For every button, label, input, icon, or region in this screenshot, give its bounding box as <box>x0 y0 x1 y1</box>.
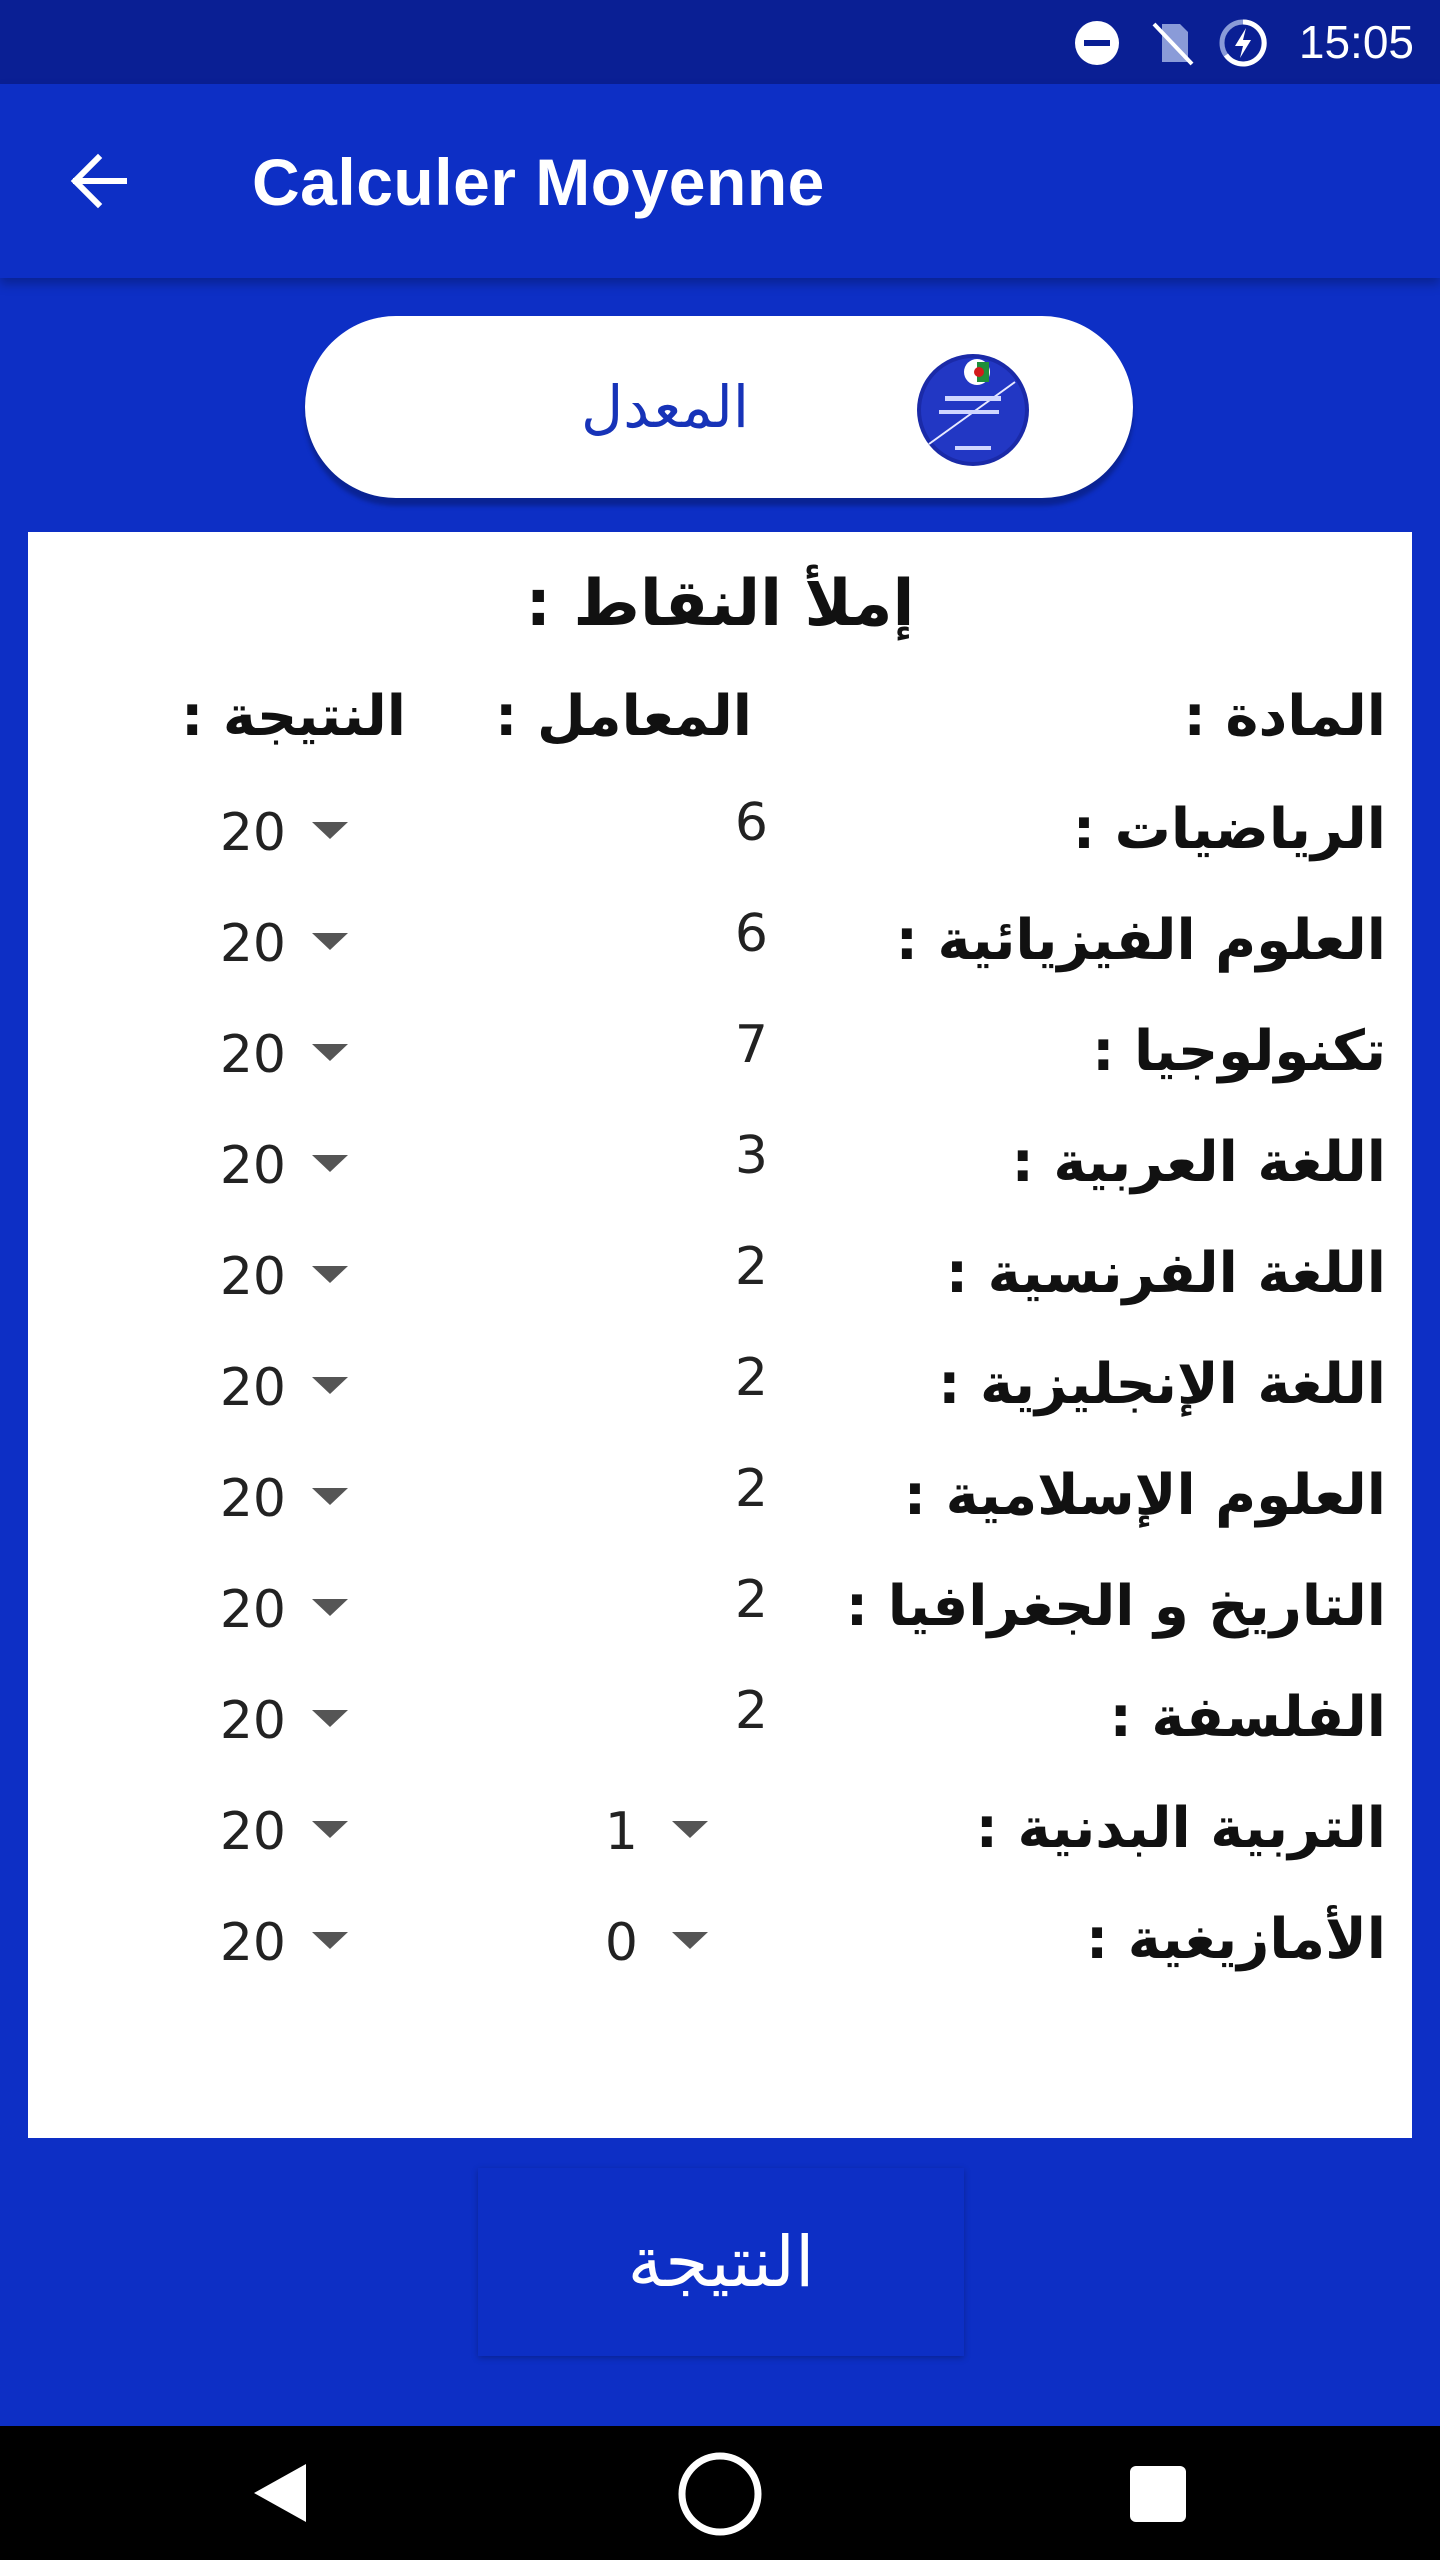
chevron-down-icon <box>312 933 348 950</box>
chevron-down-icon <box>312 1710 348 1727</box>
score-value: 20 <box>219 914 286 974</box>
chevron-down-icon <box>312 822 348 839</box>
subject-label: التاريخ و الجغرافيا : <box>845 1574 1386 1639</box>
app-logo-icon <box>915 352 1031 468</box>
subject-label: اللغة العربية : <box>1011 1130 1386 1195</box>
score-dropdown[interactable] <box>198 1904 368 1984</box>
chevron-down-icon <box>312 1266 348 1283</box>
subject-label: اللغة الفرنسية : <box>945 1241 1386 1306</box>
subject-row <box>28 1226 1412 1336</box>
score-value: 20 <box>219 1691 286 1751</box>
score-dropdown[interactable] <box>198 1460 368 1540</box>
chevron-down-icon <box>312 1821 348 1838</box>
chevron-down-icon <box>672 1932 708 1949</box>
score-value: 20 <box>219 1802 286 1862</box>
card-title: إملأ النقاط : <box>525 567 915 641</box>
do-not-disturb-icon <box>1072 18 1122 68</box>
subject-row <box>28 1559 1412 1669</box>
subject-row <box>28 1115 1412 1225</box>
status-time: 15:05 <box>1298 16 1414 68</box>
chevron-down-icon <box>312 1155 348 1172</box>
status-bar <box>0 0 1440 84</box>
score-value: 20 <box>219 1025 286 1085</box>
header-subject: المادة : <box>1183 684 1386 749</box>
coefficient-value: 0 <box>604 1913 638 1973</box>
coefficient-value: 6 <box>734 793 768 853</box>
score-dropdown[interactable] <box>198 1127 368 1207</box>
grades-card <box>28 532 1412 2138</box>
home-circle-icon[interactable] <box>676 2450 764 2538</box>
coefficient-value: 3 <box>734 1126 768 1186</box>
subject-row <box>28 893 1412 1003</box>
score-dropdown[interactable] <box>198 1016 368 1096</box>
score-value: 20 <box>219 1580 286 1640</box>
header-coefficient: المعامل : <box>495 684 752 749</box>
coefficient-value: 6 <box>734 904 768 964</box>
score-dropdown[interactable] <box>198 1349 368 1429</box>
subject-label: الفلسفة : <box>1109 1685 1386 1750</box>
score-value: 20 <box>219 1358 286 1418</box>
subject-label: اللغة الإنجليزية : <box>938 1352 1386 1417</box>
subject-row <box>28 1892 1412 2002</box>
score-dropdown[interactable] <box>198 794 368 874</box>
recents-square-icon[interactable] <box>1130 2466 1186 2522</box>
page-title: Calculer Moyenne <box>252 145 825 219</box>
coefficient-value: 2 <box>734 1459 768 1519</box>
chevron-down-icon <box>672 1821 708 1838</box>
coefficient-dropdown[interactable] <box>578 1793 728 1873</box>
coefficient-value: 2 <box>734 1237 768 1297</box>
chevron-down-icon <box>312 1044 348 1061</box>
result-button-label: النتيجة <box>627 2221 815 2303</box>
subject-label: العلوم الإسلامية : <box>903 1463 1386 1528</box>
score-dropdown[interactable] <box>198 1238 368 1318</box>
subject-row <box>28 1448 1412 1558</box>
score-dropdown[interactable] <box>198 1571 368 1651</box>
no-sim-icon <box>1148 18 1198 68</box>
subject-row <box>28 1781 1412 1891</box>
subject-label: التربية البدنية : <box>975 1796 1386 1861</box>
header-score: النتيجة : <box>180 684 406 749</box>
coefficient-value: 2 <box>734 1681 768 1741</box>
subject-label: الرياضيات : <box>1072 797 1386 862</box>
subject-row <box>28 1670 1412 1780</box>
average-button[interactable] <box>305 316 1133 498</box>
chevron-down-icon <box>312 1599 348 1616</box>
average-label: المعدل <box>581 373 749 441</box>
score-dropdown[interactable] <box>198 1682 368 1762</box>
subject-label: تكنولوجيا : <box>1092 1019 1386 1084</box>
result-button[interactable] <box>478 2168 964 2356</box>
chevron-down-icon <box>312 1932 348 1949</box>
subject-label: العلوم الفيزيائية : <box>895 908 1386 973</box>
score-dropdown[interactable] <box>198 1793 368 1873</box>
arrow-left-icon[interactable] <box>62 144 136 218</box>
coefficient-value: 1 <box>604 1802 638 1862</box>
coefficient-value: 7 <box>734 1015 768 1075</box>
score-value: 20 <box>219 1469 286 1529</box>
score-value: 20 <box>219 1247 286 1307</box>
chevron-down-icon <box>312 1488 348 1505</box>
subject-label: الأمازيغية : <box>1085 1907 1386 1972</box>
score-dropdown[interactable] <box>198 905 368 985</box>
coefficient-dropdown[interactable] <box>578 1904 728 1984</box>
score-value: 20 <box>219 803 286 863</box>
subject-row <box>28 782 1412 892</box>
score-value: 20 <box>219 1913 286 1973</box>
chevron-down-icon <box>312 1377 348 1394</box>
score-value: 20 <box>219 1136 286 1196</box>
app-bar <box>0 84 1440 278</box>
back-triangle-icon[interactable] <box>248 2460 314 2526</box>
navigation-bar <box>0 2426 1440 2560</box>
battery-charging-icon <box>1218 18 1268 68</box>
subject-row <box>28 1337 1412 1447</box>
coefficient-value: 2 <box>734 1348 768 1408</box>
subject-row <box>28 1004 1412 1114</box>
coefficient-value: 2 <box>734 1570 768 1630</box>
